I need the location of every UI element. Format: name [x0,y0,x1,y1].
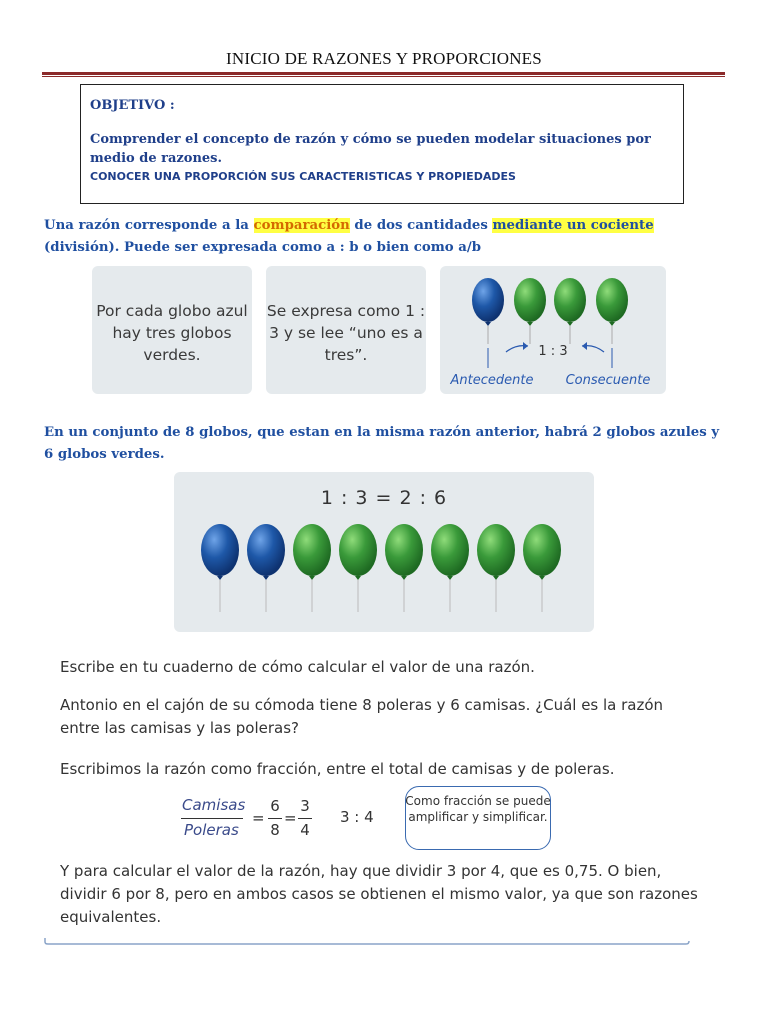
balloon-green [385,524,423,612]
title-underline [42,72,725,75]
balloon-blue [201,524,239,612]
numerator-3: 3 [300,797,310,815]
balloon-green [554,278,586,344]
title-underline-thin [42,76,725,77]
balloon-green [431,524,469,612]
section-bottom-border [44,938,690,946]
example-paragraph: En un conjunto de 8 globos, que estan en la misma razón anterior, habrá 2 globos azules y 6 globos verdes. [44,425,720,462]
fraction-bar [181,818,243,819]
balloon-green [339,524,377,612]
denominator-8: 8 [270,821,280,839]
fraction-numerator-label: Camisas [182,796,246,814]
exercise-problem: Antonio en el cajón de su cómoda tiene 8 poleras y 6 camisas. ¿Cuál es la razón entre las camisas y las poleras? [60,696,664,737]
intro-text-3: (división). Puede ser expresada como a : b o bien como a/b [44,240,482,255]
fraction-denominator-label: Poleras [184,821,239,839]
highlight-cociente: mediante un cociente [492,218,654,233]
balloon-blue [472,278,504,344]
exercise-instruction: Escribe en tu cuaderno de cómo calcular el valor de una razón. [60,658,535,676]
ratio-3-4: 3 : 4 [340,808,374,826]
fraction-bar-small [268,818,282,819]
card-two-text: Se expresa como 1 : 3 y se lee “uno es a tres”. [266,302,426,364]
document-title: INICIO DE RAZONES Y PROPORCIONES [226,49,542,68]
equals-sign: = [284,809,297,827]
objective-caps-text: CONOCER UNA PROPORCIÓN SUS CARACTERISTICAS Y PROPIEDADES [90,170,516,183]
antecedent-label: Antecedente [450,373,534,388]
balloon-ratio-card [440,266,666,394]
balloon-green [596,278,628,344]
proportion-equation: 1 : 3 = 2 : 6 [320,487,448,509]
exercise-step: Escribimos la razón como fracción, entre el total de camisas y de poleras. [60,760,615,778]
numerator-6: 6 [270,797,280,815]
intro-text-1: Una razón corresponde a la [44,218,254,233]
balloon-green [293,524,331,612]
balloon-row [174,472,594,632]
objective-label: OBJETIVO : [90,98,175,113]
intro-paragraph [44,215,724,259]
note-text: Como fracción se puede amplificar y simplificar. [405,794,551,824]
objective-text: Comprender el concepto de razón y cómo se pueden modelar situaciones por medio de razones. [90,132,651,166]
balloon-green [523,524,561,612]
exercise-conclusion: Y para calcular el valor de la razón, hay que dividir 3 por 4, que es 0,75. O bien, dividir 6 por 8, pero en ambos casos se obtienen el mismo valor, ya que son razones equivalentes. [60,862,698,926]
balloon-ratio-illustration [440,266,666,394]
card-one-text: Por cada globo azul hay tres globos verdes. [96,302,248,364]
ratio-label: 1 : 3 [538,344,568,359]
balloon-green [514,278,546,344]
denominator-4: 4 [300,821,310,839]
equals-sign: = [252,809,265,827]
highlight-comparacion: comparación [253,218,350,233]
intro-text-2: de dos cantidades [349,218,493,233]
balloon-blue [247,524,285,612]
balloon-green [477,524,515,612]
consequent-label: Consecuente [565,373,651,388]
fraction-bar-small [298,818,312,819]
